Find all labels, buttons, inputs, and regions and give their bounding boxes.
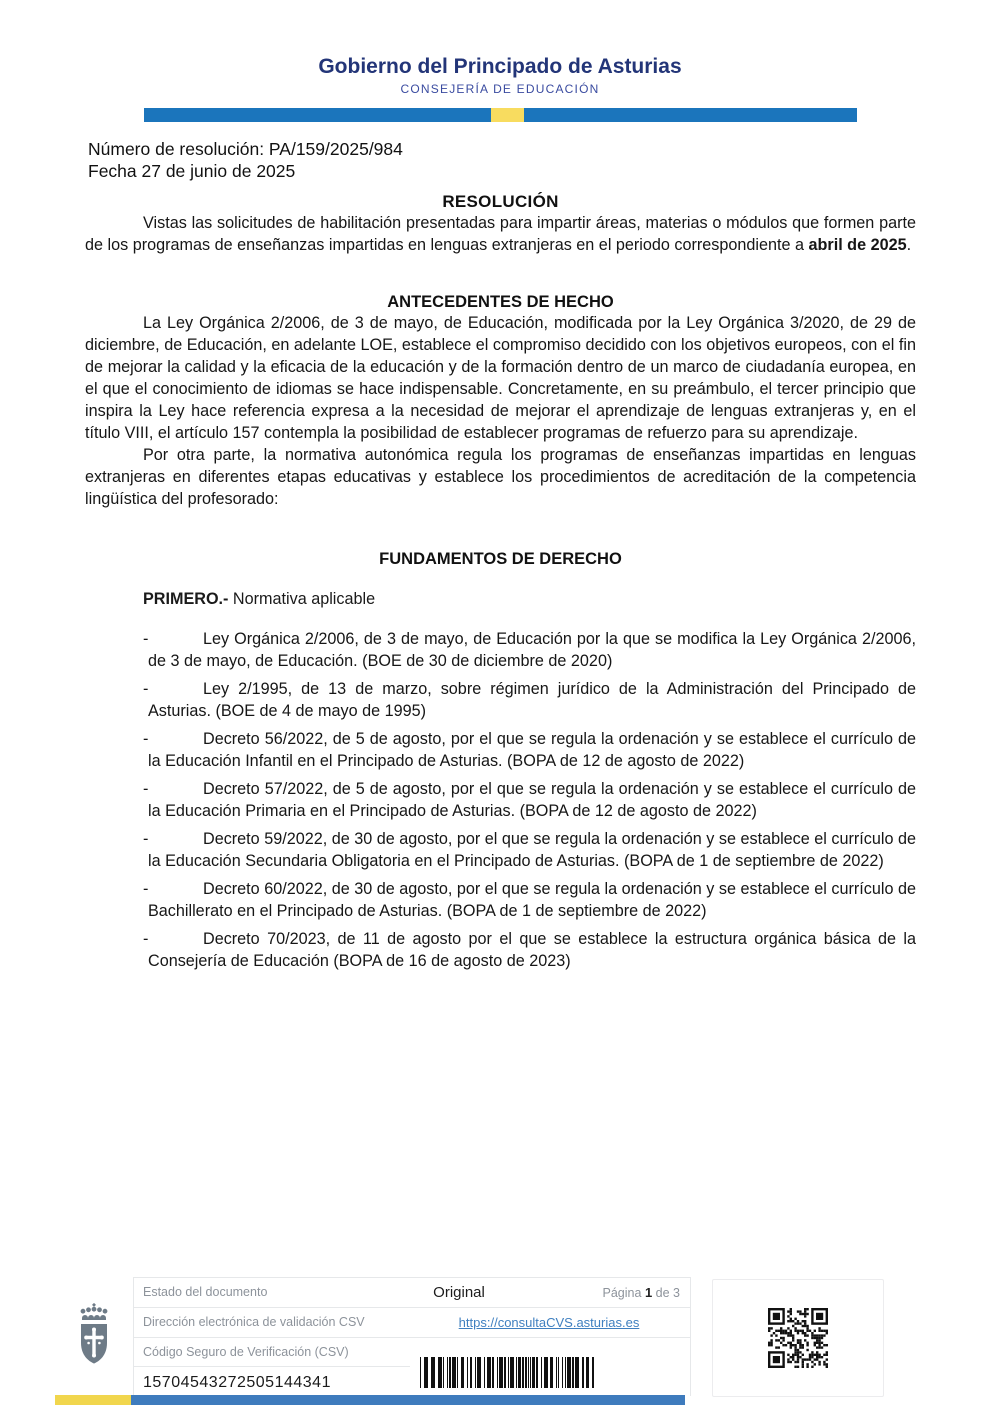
primero-text: Normativa aplicable [228,590,376,608]
legal-reference-item [85,778,916,822]
subsection-heading-primero [85,588,916,610]
list-dash: - [143,730,149,748]
validacion-label: Dirección electrónica de validación CSV [143,1315,365,1329]
letterhead [0,0,1000,122]
csv-label-row [133,1338,690,1367]
resolution-date: Fecha 27 de junio de 2025 [88,161,296,181]
validation-footer [55,1277,691,1405]
list-dash: - [143,680,149,698]
estado-value: Original [433,1284,485,1301]
asturias-coat-of-arms-icon [77,1303,111,1369]
qr-box [712,1279,884,1397]
footer-brand-bar [55,1395,685,1405]
intro-lead: Vistas las solicitudes de habilitación presentadas para impartir áreas, materias o módulos que formen parte de los programas de enseñanzas impartidas en lenguas extranjeras en el periodo correspondiente a [85,214,916,254]
list-dash: - [143,880,149,898]
section-heading-antecedentes: ANTECEDENTES DE HECHO [387,293,614,311]
legal-reference-text: Ley Orgánica 2/2006, de 3 de mayo, de Educación por la que se modifica la Ley Orgánica 2/2006, de 3 de mayo, de Educación. (BOE de 30 de diciembre de 2020) [148,630,916,670]
page-word: Página [602,1286,642,1300]
footer-bar-yellow-segment [55,1395,131,1405]
legal-reference-text: Decreto 59/2022, de 30 de agosto, por el que se regula la ordenación y se establece el currículo de la Educación Secundaria Obligatoria en el Principado de Asturias. (BOPA de 1 de septiembre de 2022) [148,830,916,870]
resolution-meta [88,138,1000,182]
page-total: de 3 [655,1286,680,1300]
page-indicator [603,1278,680,1308]
brand-bar [144,108,857,122]
legal-references-list [85,628,916,972]
csv-code-row [133,1367,690,1396]
page-number: 1 [644,1285,653,1300]
csv-validation-link[interactable]: https://consultaCVS.asturias.es [458,1315,640,1330]
csv-code: 15704543272505144341 [143,1374,331,1391]
validacion-row [133,1308,690,1338]
csv-label: Código Seguro de Verificación (CSV) [143,1345,349,1359]
primero-label: PRIMERO.- [143,590,229,608]
legal-reference-item [85,678,916,722]
estado-row [133,1278,690,1308]
legal-reference-text: Decreto 57/2022, de 5 de agosto, por el que se regula la ordenación y se establece el currículo de la Educación Primaria en el Principado de Asturias. (BOPA de 12 de agosto de 2022) [148,780,916,820]
legal-reference-item [85,728,916,772]
legal-reference-item [85,928,916,972]
resolution-number: Número de resolución: PA/159/2025/984 [88,139,403,159]
government-title: Gobierno del Principado de Asturias [318,55,682,78]
crest-cell [55,1277,134,1395]
document-title: RESOLUCIÓN [442,192,559,211]
section-heading-fundamentos: FUNDAMENTOS DE DERECHO [379,550,622,568]
legal-reference-item [85,628,916,672]
estado-label: Estado del documento [143,1285,268,1299]
paragraph-antecedentes-2: Por otra parte, la normativa autonómica regula los programas de enseñanzas impartidas en lenguas extranjeras en diferentes etapas educativas y establece los procedimientos de acreditación de la competencia lingüística del profesorado: [85,446,916,508]
barcode [420,1357,600,1388]
intro-tail: . [906,236,912,254]
validation-table [133,1277,691,1396]
paragraph-antecedentes-1: La Ley Orgánica 2/2006, de 3 de mayo, de Educación, modificada por la Ley Orgánica 3/2020, de 29 de diciembre, de Educación, en adelante LOE, establece el compromiso decidido con los objetivos europeos, con el fin de mejorar la calidad y la eficacia de la educación y de la formación dentro de un marco de ciudadanía europea, en el que el conocimiento de idiomas se hace indispensable. Concretamente, en su preámbulo, el tercer principio que inspira la Ley hace referencia expresa a la necesidad de mejorar el aprendizaje de lenguas extranjeras y, en el título VIII, el artículo 157 contempla la posibilidad de establecer programas de refuerzo para su aprendizaje. [85,314,916,442]
intro-paragraph [85,212,916,256]
legal-reference-item [85,878,916,922]
list-dash: - [143,930,149,948]
list-dash: - [143,780,149,798]
list-dash: - [143,830,149,848]
qr-code [768,1308,828,1368]
department-subtitle: CONSEJERÍA DE EDUCACIÓN [400,82,600,96]
list-dash: - [143,630,149,648]
brand-bar-yellow-segment [491,108,524,122]
document-body [85,192,916,972]
legal-reference-text: Decreto 60/2022, de 30 de agosto, por el que se regula la ordenación y se establece el currículo de Bachillerato en el Principado de Asturias. (BOPA de 1 de septiembre de 2022) [148,880,916,920]
legal-reference-item [85,828,916,872]
footer-bar-blue-segment [131,1395,685,1405]
legal-reference-text: Decreto 56/2022, de 5 de agosto, por el que se regula la ordenación y se establece el currículo de la Educación Infantil en el Principado de Asturias. (BOPA de 12 de agosto de 2022) [148,730,916,770]
intro-bold-date: abril de 2025 [808,236,907,254]
legal-reference-text: Decreto 70/2023, de 11 de agosto por el que se establece la estructura orgánica básica de la Consejería de Educación (BOPA de 16 de agosto de 2023) [148,930,916,970]
legal-reference-text: Ley 2/1995, de 13 de marzo, sobre régimen jurídico de la Administración del Principado de Asturias. (BOE de 4 de mayo de 1995) [148,680,916,720]
